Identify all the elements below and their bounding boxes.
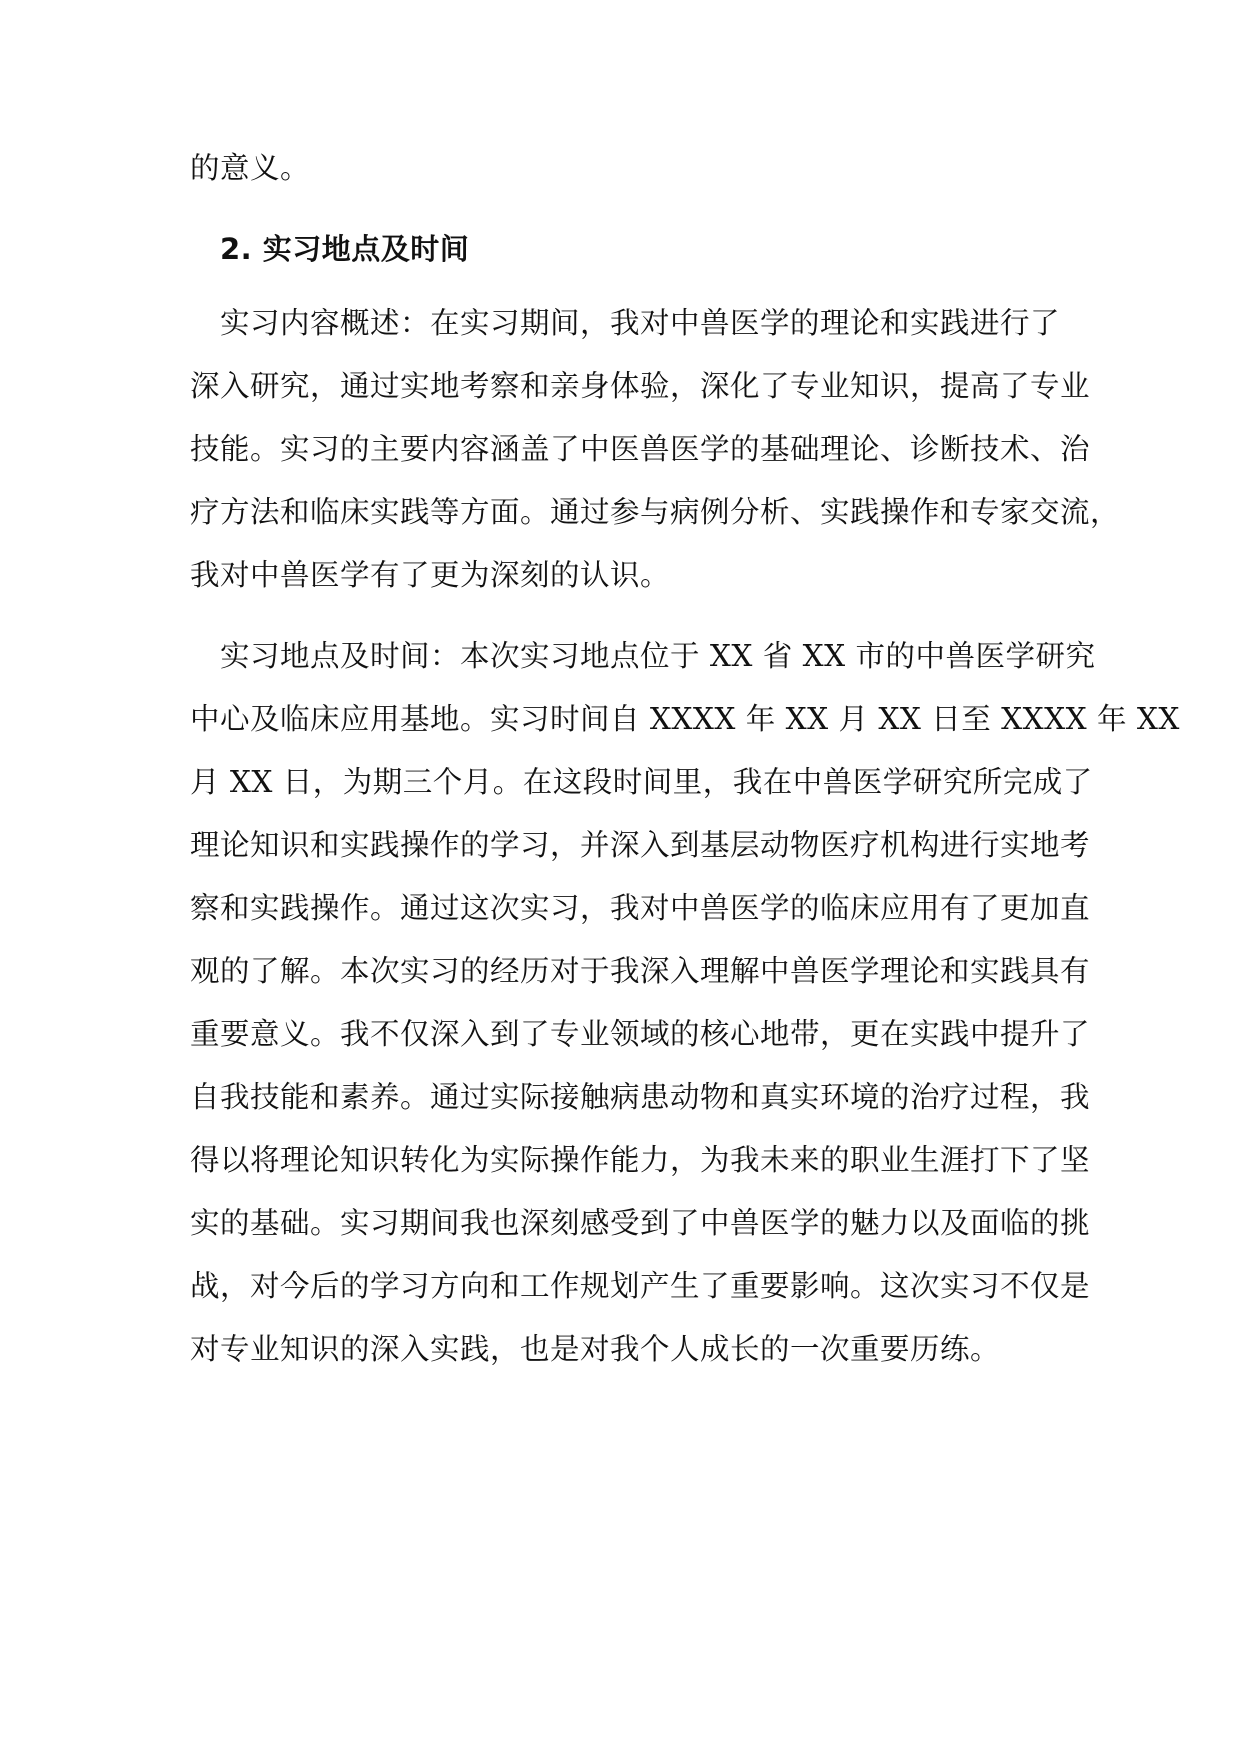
continuation-line: 的意义。 — [190, 151, 311, 185]
paragraph-2-line-6: 观的了解。本次实习的经历对于我深入理解中兽医学理论和实践具有 — [190, 954, 1091, 988]
paragraph-2-line-11: 战，对今后的学习方向和工作规划产生了重要影响。这次实习不仅是 — [190, 1269, 1091, 1303]
paragraph-1-line-4: 疗方法和临床实践等方面。通过参与病例分析、实践操作和专家交流， — [190, 495, 1121, 529]
paragraph-2-line-9: 得以将理论知识转化为实际操作能力，为我未来的职业生涯打下了坚 — [190, 1143, 1091, 1177]
paragraph-2-line-8: 自我技能和素养。通过实际接触病患动物和真实环境的治疗过程，我 — [190, 1080, 1091, 1114]
paragraph-2-line-5: 察和实践操作。通过这次实习，我对中兽医学的临床应用有了更加直 — [190, 891, 1091, 925]
paragraph-2-line-10: 实的基础。实习期间我也深刻感受到了中兽医学的魅力以及面临的挑 — [190, 1206, 1091, 1240]
paragraph-2-line-4: 理论知识和实践操作的学习，并深入到基层动物医疗机构进行实地考 — [190, 828, 1091, 862]
paragraph-2-line-2: 中心及临床应用基地。实习时间自 XXXX 年 XX 月 XX 日至 XXXX 年 XX — [190, 702, 1180, 736]
paragraph-2-line-7: 重要意义。我不仅深入到了专业领域的核心地带，更在实践中提升了 — [190, 1017, 1091, 1051]
paragraph-1-line-2: 深入研究，通过实地考察和亲身体验，深化了专业知识，提高了专业 — [190, 369, 1091, 403]
paragraph-1-line-5: 我对中兽医学有了更为深刻的认识。 — [190, 558, 671, 592]
paragraph-2-line-3: 月 XX 日，为期三个月。在这段时间里，我在中兽医学研究所完成了 — [190, 765, 1093, 799]
paragraph-1-line-3: 技能。实习的主要内容涵盖了中医兽医学的基础理论、诊断技术、治 — [190, 432, 1091, 466]
paragraph-2-line-1: 实习地点及时间：本次实习地点位于 XX 省 XX 市的中兽医学研究 — [220, 639, 1096, 673]
paragraph-1-line-1: 实习内容概述：在实习期间，我对中兽医学的理论和实践进行了 — [220, 306, 1061, 340]
section-heading: 2. 实习地点及时间 — [220, 232, 470, 266]
paragraph-2-line-12: 对专业知识的深入实践，也是对我个人成长的一次重要历练。 — [190, 1332, 1001, 1366]
